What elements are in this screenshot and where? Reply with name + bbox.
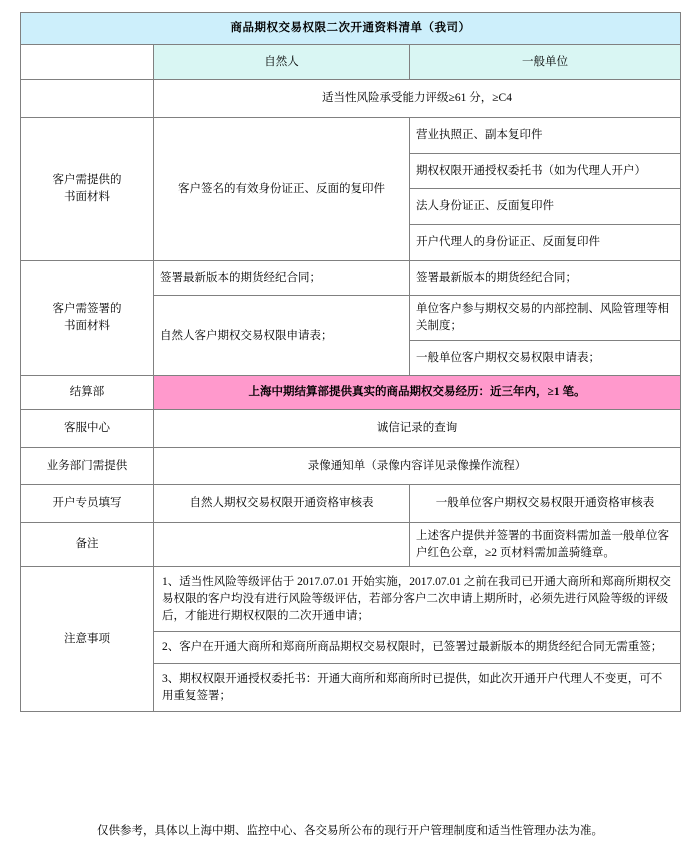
signed-materials-institution-item: 一般单位客户期权交易权限申请表； <box>410 340 681 376</box>
written-materials-label-line1: 客户需提供的 <box>52 174 122 187</box>
table-row-written-materials-1 <box>21 118 681 154</box>
table-row-service-center <box>21 410 681 448</box>
table-row-header <box>21 44 681 80</box>
written-materials-label-line2: 书面材料 <box>64 190 110 203</box>
remark-label: 备注 <box>21 523 154 567</box>
column-header-personal: 自然人 <box>154 44 410 80</box>
notice-item: 1、适当性风险等级评估于 2017.07.01 开始实施，2017.07.01 之前在我司已开通大商所和郑商所期权交易权限的客户均没有进行风险等级评估，若部分客户二次申请上期所时，必须先进行风险等级的评级后，才能进行期权权限的二次开通申请； <box>154 567 681 632</box>
notices-label: 注意事项 <box>21 567 154 712</box>
signed-materials-label <box>21 260 154 376</box>
account-staff-institution: 一般单位客户期权交易权限开通资格审核表 <box>410 485 681 523</box>
notice-item: 2、客户在开通大商所和郑商所商品期权交易权限时，已签署过最新版本的期货经纪合同无需重签； <box>154 632 681 664</box>
signed-materials-personal-item: 自然人客户期权交易权限申请表； <box>154 296 410 376</box>
table-row-settlement <box>21 376 681 410</box>
table-row-suitability <box>21 80 681 118</box>
suitability-value: 适当性风险承受能力评级≥61 分，≥C4 <box>154 80 681 118</box>
business-dept-label: 业务部门需提供 <box>21 447 154 485</box>
written-materials-institution-item: 开户代理人的身份证正、反面复印件 <box>410 225 681 261</box>
table-row-account-staff <box>21 485 681 523</box>
business-dept-value: 录像通知单（录像内容详见录像操作流程） <box>154 447 681 485</box>
document-title: 商品期权交易权限二次开通资料清单（我司） <box>21 13 681 45</box>
settlement-label: 结算部 <box>21 376 154 410</box>
written-materials-institution-item: 法人身份证正、反面复印件 <box>410 189 681 225</box>
table-row-notices-1 <box>21 567 681 632</box>
signed-materials-institution-item: 签署最新版本的期货经纪合同； <box>410 260 681 296</box>
signed-materials-personal-item: 签署最新版本的期货经纪合同； <box>154 260 410 296</box>
document-page <box>0 12 700 852</box>
signed-materials-institution-item: 单位客户参与期权交易的内部控制、风险管理等相关制度； <box>410 296 681 340</box>
signed-materials-label-line1: 客户需签署的 <box>52 303 122 316</box>
account-staff-personal: 自然人期权交易权限开通资格审核表 <box>154 485 410 523</box>
service-center-label: 客服中心 <box>21 410 154 448</box>
requirements-table <box>20 12 681 712</box>
table-row-remark <box>21 523 681 567</box>
settlement-value: 上海中期结算部提供真实的商品期权交易经历：近三年内，≥1 笔。 <box>154 376 681 410</box>
table-row-business-dept <box>21 447 681 485</box>
written-materials-personal: 客户签名的有效身份证正、反面的复印件 <box>154 118 410 261</box>
service-center-value: 诚信记录的查询 <box>154 410 681 448</box>
header-blank-cell <box>21 44 154 80</box>
suitability-label-cell <box>21 80 154 118</box>
written-materials-institution-item: 营业执照正、副本复印件 <box>410 118 681 154</box>
footer-disclaimer: 仅供参考，具体以上海中期、监控中心、各交易所公布的现行开户管理制度和适当性管理办法为准。 <box>97 825 603 837</box>
signed-materials-label-line2: 书面材料 <box>64 320 110 333</box>
column-header-institution: 一般单位 <box>410 44 681 80</box>
account-staff-label: 开户专员填写 <box>21 485 154 523</box>
written-materials-institution-item: 期权权限开通授权委托书（如为代理人开户） <box>410 153 681 189</box>
table-row-title <box>21 13 681 45</box>
notice-item: 3、期权权限开通授权委托书：开通大商所和郑商所时已提供，如此次开通开户代理人不变更，可不用重复签署； <box>154 664 681 712</box>
written-materials-label <box>21 118 154 261</box>
remark-institution: 上述客户提供并签署的书面资料需加盖一般单位客户红色公章，≥2 页材料需加盖骑缝章。 <box>410 523 681 567</box>
table-row-signed-materials-1 <box>21 260 681 296</box>
remark-personal-cell <box>154 523 410 567</box>
